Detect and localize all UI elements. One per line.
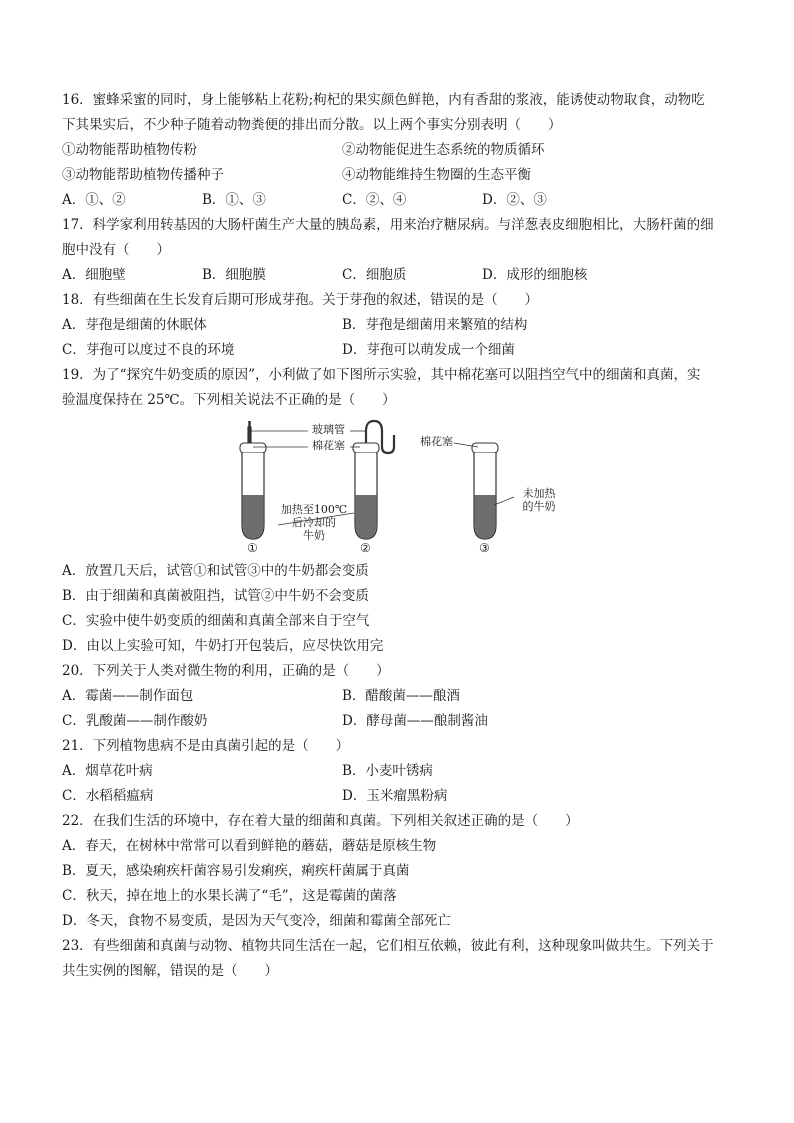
- q23-stem-line-2: 共生实例的图解，错误的是（ ）: [62, 963, 278, 979]
- tube-number-3: ③: [479, 541, 490, 555]
- q18-option-a[interactable]: A．芽孢是细菌的休眠体: [62, 317, 207, 333]
- q17-stem-line-1: 17．科学家利用转基因的大肠杆菌生产大量的胰岛素，用来治疗糖尿病。与洋葱表皮细胞相比，大肠杆菌的细: [62, 217, 714, 233]
- label-glass-tube: 玻璃管: [312, 423, 345, 436]
- milk-2: [356, 495, 377, 538]
- cotton-plug-2: [353, 443, 379, 453]
- tube-number-1: ①: [247, 541, 258, 555]
- q16-options: [62, 188, 734, 213]
- q21-option-d[interactable]: D．玉米瘤黑粉病: [342, 788, 448, 804]
- q16-statements-row-1: [62, 138, 734, 163]
- q20-stem-line-1: 20．下列关于人类对微生物的利用，正确的是（ ）: [62, 663, 390, 679]
- q20-option-b[interactable]: B．醋酸菌——酿酒: [342, 688, 460, 704]
- q18-options-row-2: [62, 338, 734, 363]
- q16-stem-line-1: 16．蜜蜂采蜜的同时，身上能够粘上花粉;枸杞的果实颜色鲜艳，内有香甜的浆液，能诱使动物取食，动物吃: [62, 92, 705, 108]
- q17-option-a[interactable]: A．细胞壁: [62, 267, 126, 283]
- q19-option-a[interactable]: A．放置几天后，试管①和试管③中的牛奶都会变质: [62, 563, 369, 579]
- q22-option-c[interactable]: C．秋天，掉在地上的水果长满了“毛”，这是霉菌的菌落: [62, 888, 397, 904]
- q22-option-a[interactable]: A．春天，在树林中常常可以看到鲜艳的蘑菇，蘑菇是原核生物: [62, 838, 437, 854]
- q22-option-b[interactable]: B．夏天，感染痢疾杆菌容易引发痢疾，痢疾杆菌属于真菌: [62, 863, 410, 879]
- q21-options-row-2: [62, 784, 734, 809]
- q16-option-d[interactable]: D．②、③: [482, 192, 547, 208]
- label-unheated-milk: 未加热 的牛奶: [522, 487, 556, 513]
- q17-option-c[interactable]: C．细胞质: [342, 267, 407, 283]
- q20-options-row-1: [62, 684, 734, 709]
- q17-options: [62, 263, 734, 288]
- q16-option-a[interactable]: A．①、②: [62, 192, 126, 208]
- q20-option-c[interactable]: C．乳酸菌——制作酸奶: [62, 713, 208, 729]
- q17-option-d[interactable]: D．成形的细胞核: [482, 267, 588, 283]
- q21-options-row-1: [62, 759, 734, 784]
- q20-option-a[interactable]: A．霉菌——制作面包: [62, 688, 194, 704]
- q16-statement-3: ③动物能帮助植物传播种子: [62, 167, 224, 183]
- q21-stem-line-1: 21．下列植物患病不是由真菌引起的是（ ）: [62, 738, 350, 754]
- q16-stem-line-2: 下其果实后，不少种子随着动物粪便的排出而分散。以上两个事实分别表明（ ）: [62, 117, 562, 133]
- label-cotton-plug-3: 棉花塞: [420, 435, 453, 448]
- milk-3: [475, 495, 496, 538]
- q17-option-b[interactable]: B．细胞膜: [202, 267, 266, 283]
- q19-option-d[interactable]: D．由以上实验可知，牛奶打开包装后，应尽快饮用完: [62, 638, 384, 654]
- q22-option-d[interactable]: D．冬天，食物不易变质，是因为天气变冷，细菌和霉菌全部死亡: [62, 913, 451, 929]
- q18-option-d[interactable]: D．芽孢可以萌发成一个细菌: [342, 342, 515, 358]
- q16-option-b[interactable]: B．①、③: [202, 192, 266, 208]
- q19-stem-line-2: 验温度保持在 25℃。下列相关说法不正确的是（ ）: [62, 392, 396, 408]
- tube-number-2: ②: [360, 541, 371, 555]
- tube-3: [454, 443, 514, 539]
- pointer-unheated-milk: [494, 497, 514, 505]
- q18-stem-line-1: 18．有些细菌在生长发育后期可形成芽孢。关于芽孢的叙述，错误的是（ ）: [62, 292, 539, 308]
- q18-option-c[interactable]: C．芽孢可以度过不良的环境: [62, 342, 235, 358]
- q20-option-d[interactable]: D．酵母菌——酿制酱油: [342, 713, 488, 729]
- q20-options-row-2: [62, 709, 734, 734]
- q16-statement-1: ①动物能帮助植物传粉: [62, 142, 197, 158]
- q18-options-row-1: [62, 313, 734, 338]
- q21-option-c[interactable]: C．水稻稻瘟病: [62, 788, 154, 804]
- q19-experiment-figure: [62, 417, 734, 557]
- q21-option-b[interactable]: B．小麦叶锈病: [342, 763, 433, 779]
- q16-statement-2: ②动物能促进生态系统的物质循环: [342, 142, 545, 158]
- q19-option-b[interactable]: B．由于细菌和真菌被阻挡，试管②中牛奶不会变质: [62, 588, 369, 604]
- q19-option-c[interactable]: C．实验中使牛奶变质的细菌和真菌全部来自于空气: [62, 613, 370, 629]
- cotton-plug-1: [240, 443, 266, 453]
- q19-stem-line-1: 19．为了“探究牛奶变质的原因”，小利做了如下图所示实验，其中棉花塞可以阻挡空气中的细菌和真菌，实: [62, 367, 701, 383]
- q16-statement-4: ④动物能维持生物圈的生态平衡: [342, 167, 531, 183]
- q23-stem-line-1: 23．有些细菌和真菌与动物、植物共同生活在一起，它们相互依赖，彼此有利，这种现象叫做共生。下列关于: [62, 938, 714, 954]
- q16-statements-row-2: [62, 163, 734, 188]
- exam-page: [62, 88, 734, 984]
- q18-option-b[interactable]: B．芽孢是细菌用来繁殖的结构: [342, 317, 528, 333]
- q16-option-c[interactable]: C．②、④: [342, 192, 407, 208]
- cotton-plug-3: [472, 443, 498, 453]
- q17-stem-line-2: 胞中没有（ ）: [62, 242, 170, 258]
- label-heated-milk: 加热至100℃ 后冷却的 牛奶: [280, 503, 348, 542]
- milk-1: [243, 495, 264, 538]
- q22-stem-line-1: 22．在我们生活的环境中，存在着大量的细菌和真菌。下列相关叙述正确的是（ ）: [62, 813, 579, 829]
- q21-option-a[interactable]: A．烟草花叶病: [62, 763, 153, 779]
- label-cotton-plug: 棉花塞: [312, 439, 345, 452]
